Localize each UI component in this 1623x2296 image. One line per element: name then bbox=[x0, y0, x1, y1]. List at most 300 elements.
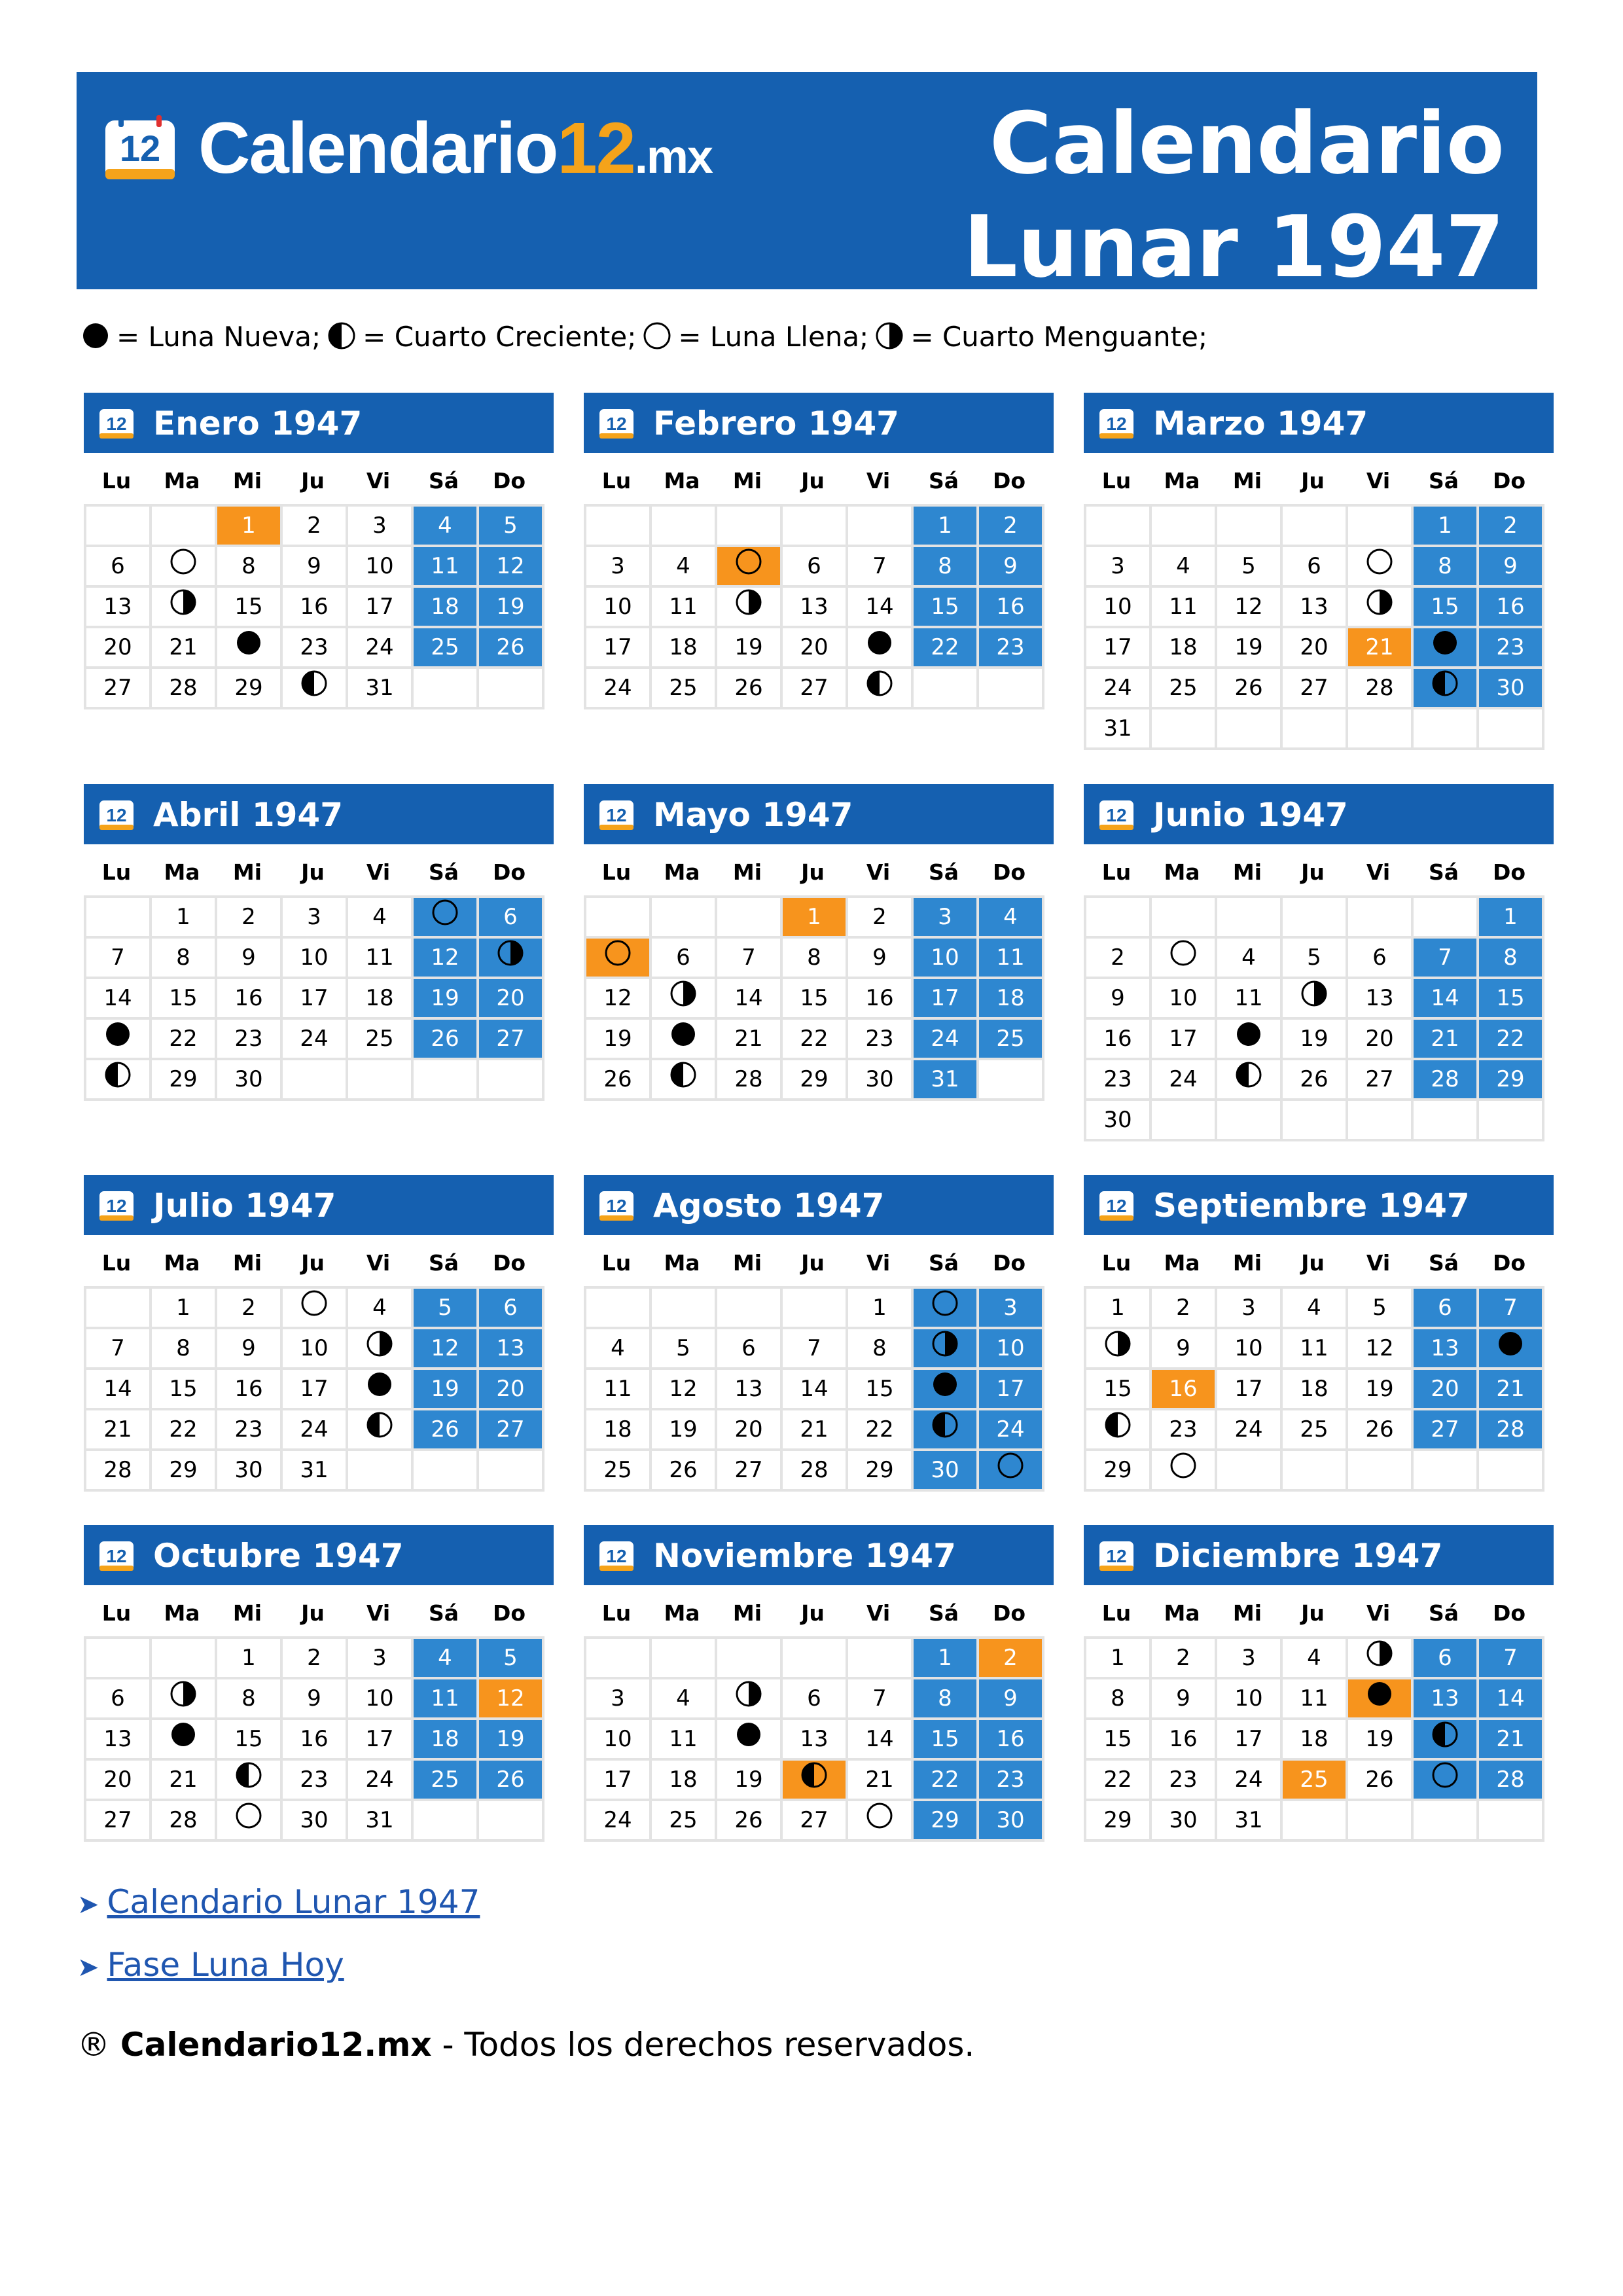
day-cell: 20 bbox=[1283, 628, 1348, 669]
day-cell: 27 bbox=[86, 669, 152, 709]
day-cell: 29 bbox=[152, 1060, 217, 1101]
day-cell: 14 bbox=[717, 979, 783, 1020]
day-cell: 29 bbox=[848, 1451, 914, 1492]
day-cell: 8 bbox=[914, 1679, 979, 1720]
day-cell: 10 bbox=[914, 939, 979, 979]
day-cell: 1 bbox=[848, 1289, 914, 1329]
day-cell: 16 bbox=[217, 979, 283, 1020]
day-cell: 18 bbox=[414, 588, 479, 628]
day-cell: 7 bbox=[86, 1329, 152, 1370]
day-cell: 27 bbox=[717, 1451, 783, 1492]
day-cell: 10 bbox=[348, 1679, 414, 1720]
empty-cell bbox=[1217, 898, 1283, 939]
weekday-label: Ju bbox=[801, 1600, 825, 1626]
weekday-label: Do bbox=[1492, 1600, 1526, 1626]
weekday-header bbox=[1084, 1240, 1554, 1286]
day-cell: 2 bbox=[1086, 939, 1152, 979]
weekday-label: Ju bbox=[801, 859, 825, 885]
day-cell-first-moon bbox=[783, 1761, 848, 1801]
empty-cell bbox=[414, 1801, 479, 1842]
svg-text:12: 12 bbox=[606, 805, 627, 825]
day-cell: 14 bbox=[783, 1370, 848, 1410]
day-cell-first-moon bbox=[914, 1410, 979, 1451]
day-cell: 12 bbox=[586, 979, 652, 1020]
day-cell: 10 bbox=[1217, 1329, 1283, 1370]
day-cell: 10 bbox=[1152, 979, 1217, 1020]
day-cell: 19 bbox=[717, 628, 783, 669]
weekday-label: Vi bbox=[1366, 468, 1391, 493]
page-title bbox=[963, 92, 1505, 298]
day-cell: 8 bbox=[848, 1329, 914, 1370]
day-cell-full-moon bbox=[586, 939, 652, 979]
day-cell: 25 bbox=[1152, 669, 1217, 709]
last-quarter-icon bbox=[875, 321, 904, 357]
weekday-label: Do bbox=[1492, 468, 1526, 493]
moon-phase-legend bbox=[81, 321, 1214, 357]
first-quarter-icon bbox=[1431, 1721, 1459, 1760]
day-cell: 5 bbox=[1283, 939, 1348, 979]
full-moon-icon bbox=[431, 899, 459, 938]
svg-text:12: 12 bbox=[1106, 414, 1127, 434]
day-cell-last-moon bbox=[914, 1329, 979, 1370]
empty-cell bbox=[86, 507, 152, 547]
day-cell: 6 bbox=[717, 1329, 783, 1370]
day-cell: 1 bbox=[1086, 1289, 1152, 1329]
day-cell: 10 bbox=[586, 588, 652, 628]
day-cell: 27 bbox=[783, 1801, 848, 1842]
weekday-header bbox=[84, 850, 554, 895]
day-cell: 31 bbox=[914, 1060, 979, 1101]
weekday-label: Lu bbox=[101, 859, 132, 885]
empty-cell bbox=[717, 507, 783, 547]
weekday-label: Sá bbox=[1428, 468, 1459, 493]
weekday-label: Mi bbox=[232, 859, 262, 885]
new-moon-icon bbox=[169, 1721, 197, 1760]
day-cell: 27 bbox=[783, 669, 848, 709]
last-quarter-icon bbox=[366, 1330, 393, 1369]
calendar-icon bbox=[98, 406, 135, 440]
empty-cell bbox=[1479, 1101, 1544, 1141]
month-calendar bbox=[84, 1175, 554, 1492]
day-cell: 19 bbox=[1217, 628, 1283, 669]
day-cell: 23 bbox=[1152, 1410, 1217, 1451]
day-cell: 2 bbox=[1479, 507, 1544, 547]
empty-cell bbox=[652, 507, 717, 547]
day-cell: 21 bbox=[1479, 1370, 1544, 1410]
day-cell: 1 bbox=[152, 1289, 217, 1329]
day-cell: 24 bbox=[979, 1410, 1044, 1451]
day-cell: 31 bbox=[1217, 1801, 1283, 1842]
weekday-label: Vi bbox=[866, 1250, 891, 1276]
legend-label: = Cuarto Menguante; bbox=[910, 321, 1208, 353]
day-cell: 3 bbox=[914, 898, 979, 939]
day-cell: 7 bbox=[848, 547, 914, 588]
day-cell: 7 bbox=[783, 1329, 848, 1370]
weekday-header bbox=[584, 850, 1054, 895]
weekday-label: Lu bbox=[1101, 859, 1132, 885]
day-cell: 20 bbox=[479, 979, 544, 1020]
empty-cell bbox=[283, 1060, 348, 1101]
empty-cell bbox=[1414, 1451, 1479, 1492]
full-moon-icon bbox=[866, 1802, 893, 1841]
weekday-label: Ju bbox=[301, 468, 325, 493]
weekday-label: Do bbox=[1492, 859, 1526, 885]
day-cell: 28 bbox=[86, 1451, 152, 1492]
day-cell: 11 bbox=[414, 547, 479, 588]
weekday-label: Mi bbox=[732, 859, 762, 885]
day-cell: 31 bbox=[283, 1451, 348, 1492]
month-title: Octubre 1947 bbox=[153, 1537, 404, 1575]
day-cell-full-moon bbox=[414, 898, 479, 939]
day-cell-last-moon bbox=[479, 939, 544, 979]
empty-cell bbox=[652, 1639, 717, 1679]
full-moon-icon bbox=[235, 1802, 262, 1841]
empty-cell bbox=[1348, 1801, 1414, 1842]
month-header bbox=[584, 1525, 1054, 1585]
empty-cell bbox=[479, 1451, 544, 1492]
svg-text:12: 12 bbox=[1106, 1546, 1127, 1566]
empty-cell bbox=[1283, 898, 1348, 939]
empty-cell bbox=[1152, 898, 1217, 939]
month-header bbox=[1084, 1525, 1554, 1585]
day-cell: 5 bbox=[1348, 1289, 1414, 1329]
day-cell: 11 bbox=[1217, 979, 1283, 1020]
new-moon-icon bbox=[1235, 1020, 1262, 1060]
link-row bbox=[77, 1872, 480, 1935]
empty-cell bbox=[586, 898, 652, 939]
day-cell: 15 bbox=[217, 1720, 283, 1761]
registered-symbol: ® bbox=[77, 2026, 110, 2064]
day-cell: 21 bbox=[1414, 1020, 1479, 1060]
empty-cell bbox=[152, 507, 217, 547]
link-fase-luna-hoy[interactable]: Fase Luna Hoy bbox=[107, 1946, 344, 1984]
day-cell: 4 bbox=[414, 507, 479, 547]
full-moon-icon bbox=[169, 548, 197, 587]
day-cell: 24 bbox=[283, 1410, 348, 1451]
first-quarter-icon bbox=[866, 670, 893, 709]
day-cell: 23 bbox=[848, 1020, 914, 1060]
month-title: Marzo 1947 bbox=[1153, 404, 1368, 442]
month-calendar bbox=[1084, 784, 1554, 1141]
day-cell: 15 bbox=[914, 1720, 979, 1761]
calendar-icon bbox=[598, 797, 635, 831]
day-cell: 23 bbox=[1152, 1761, 1217, 1801]
last-quarter-icon bbox=[1104, 1330, 1132, 1369]
day-cell: 14 bbox=[1479, 1679, 1544, 1720]
day-cell: 22 bbox=[848, 1410, 914, 1451]
svg-text:12: 12 bbox=[1106, 805, 1127, 825]
empty-cell bbox=[1152, 1101, 1217, 1141]
weekday-label: Ma bbox=[1164, 468, 1200, 493]
full-moon-icon bbox=[1169, 1452, 1197, 1491]
svg-text:12: 12 bbox=[106, 1196, 127, 1216]
last-quarter-icon bbox=[735, 1680, 762, 1719]
weekday-label: Lu bbox=[1101, 1600, 1132, 1626]
day-cell: 26 bbox=[652, 1451, 717, 1492]
weekday-label: Lu bbox=[1101, 1250, 1132, 1276]
day-cell: 14 bbox=[86, 1370, 152, 1410]
day-cell: 6 bbox=[1348, 939, 1414, 979]
day-cell: 28 bbox=[783, 1451, 848, 1492]
first-quarter-icon bbox=[366, 1411, 393, 1450]
day-cell: 20 bbox=[1348, 1020, 1414, 1060]
day-cell: 26 bbox=[414, 1020, 479, 1060]
day-cell: 1 bbox=[1479, 898, 1544, 939]
day-cell: 9 bbox=[1086, 979, 1152, 1020]
day-cell: 13 bbox=[1348, 979, 1414, 1020]
new-moon-icon bbox=[669, 1020, 697, 1060]
day-cell: 8 bbox=[217, 1679, 283, 1720]
day-cell: 17 bbox=[1217, 1720, 1283, 1761]
day-cell: 6 bbox=[1283, 547, 1348, 588]
day-cell: 26 bbox=[1348, 1761, 1414, 1801]
day-cell: 25 bbox=[586, 1451, 652, 1492]
day-cell: 7 bbox=[1414, 939, 1479, 979]
day-cell: 20 bbox=[479, 1370, 544, 1410]
day-cell: 9 bbox=[217, 1329, 283, 1370]
weekday-label: Do bbox=[492, 468, 526, 493]
weekday-label: Do bbox=[492, 1600, 526, 1626]
day-cell: 28 bbox=[152, 669, 217, 709]
empty-cell bbox=[1479, 709, 1544, 750]
weekday-header bbox=[1084, 458, 1554, 504]
empty-cell bbox=[783, 507, 848, 547]
calendar-icon bbox=[1098, 1538, 1135, 1572]
month-calendar bbox=[84, 1525, 554, 1842]
day-cell-first-moon bbox=[1414, 669, 1479, 709]
day-cell: 27 bbox=[479, 1410, 544, 1451]
day-cell: 25 bbox=[414, 1761, 479, 1801]
weekday-label: Mi bbox=[732, 1250, 762, 1276]
last-quarter-icon bbox=[497, 939, 524, 978]
empty-cell bbox=[1217, 1101, 1283, 1141]
day-cell-first-moon bbox=[1086, 1410, 1152, 1451]
day-cell: 22 bbox=[914, 628, 979, 669]
day-cell: 19 bbox=[586, 1020, 652, 1060]
day-cell-last-moon bbox=[652, 979, 717, 1020]
day-cell: 3 bbox=[586, 1679, 652, 1720]
day-cell: 11 bbox=[348, 939, 414, 979]
day-cell: 3 bbox=[1217, 1289, 1283, 1329]
day-cell: 17 bbox=[1217, 1370, 1283, 1410]
day-cell: 13 bbox=[1414, 1329, 1479, 1370]
empty-cell bbox=[1479, 1451, 1544, 1492]
day-cell: 30 bbox=[217, 1451, 283, 1492]
day-cell: 11 bbox=[979, 939, 1044, 979]
day-cell: 17 bbox=[283, 979, 348, 1020]
svg-text:12: 12 bbox=[106, 1546, 127, 1566]
svg-text:12: 12 bbox=[106, 805, 127, 825]
full-moon-icon bbox=[300, 1289, 328, 1329]
day-cell: 6 bbox=[479, 1289, 544, 1329]
weekday-label: Do bbox=[992, 468, 1026, 493]
day-cell: 1 bbox=[217, 1639, 283, 1679]
day-cell: 30 bbox=[848, 1060, 914, 1101]
day-cell: 24 bbox=[586, 669, 652, 709]
arrow-icon: ➤ bbox=[77, 1952, 99, 1982]
day-cell: 30 bbox=[1152, 1801, 1217, 1842]
day-cell-first-moon bbox=[283, 669, 348, 709]
day-cell-last-moon bbox=[717, 1679, 783, 1720]
day-cell: 21 bbox=[783, 1410, 848, 1451]
day-cell: 15 bbox=[217, 588, 283, 628]
day-cell: 12 bbox=[414, 1329, 479, 1370]
day-cell: 1 bbox=[914, 507, 979, 547]
empty-cell bbox=[1217, 1451, 1283, 1492]
day-cell: 4 bbox=[1152, 547, 1217, 588]
new-moon-icon bbox=[866, 629, 893, 668]
day-cell: 17 bbox=[914, 979, 979, 1020]
weekday-label: Mi bbox=[1232, 1600, 1262, 1626]
month-grid bbox=[84, 504, 544, 709]
day-cell: 23 bbox=[1086, 1060, 1152, 1101]
calendar-logo-icon bbox=[103, 114, 177, 182]
month-title: Agosto 1947 bbox=[653, 1187, 885, 1225]
empty-cell bbox=[348, 1451, 414, 1492]
day-cell: 26 bbox=[1283, 1060, 1348, 1101]
day-cell: 31 bbox=[1086, 709, 1152, 750]
month-calendar bbox=[84, 784, 554, 1101]
day-cell: 2 bbox=[217, 1289, 283, 1329]
day-cell: 16 bbox=[1086, 1020, 1152, 1060]
day-cell: 16 bbox=[979, 588, 1044, 628]
month-grid bbox=[1084, 895, 1544, 1141]
weekday-label: Do bbox=[492, 1250, 526, 1276]
day-cell: 17 bbox=[1086, 628, 1152, 669]
first-quarter-icon bbox=[1104, 1411, 1132, 1450]
day-cell: 4 bbox=[348, 898, 414, 939]
svg-text:12: 12 bbox=[606, 414, 627, 434]
day-cell: 28 bbox=[1479, 1410, 1544, 1451]
day-cell: 6 bbox=[86, 1679, 152, 1720]
day-cell: 29 bbox=[1086, 1801, 1152, 1842]
month-grid bbox=[1084, 1286, 1544, 1492]
day-cell: 18 bbox=[348, 979, 414, 1020]
weekday-label: Ma bbox=[164, 859, 200, 885]
day-cell: 15 bbox=[848, 1370, 914, 1410]
weekday-label: Ju bbox=[301, 1600, 325, 1626]
weekday-label: Ju bbox=[801, 468, 825, 493]
weekday-label: Lu bbox=[601, 1600, 632, 1626]
weekday-label: Ju bbox=[301, 1250, 325, 1276]
month-grid bbox=[84, 1636, 544, 1842]
day-cell: 29 bbox=[152, 1451, 217, 1492]
empty-cell bbox=[1152, 709, 1217, 750]
month-grid bbox=[84, 1286, 544, 1492]
day-cell: 5 bbox=[1217, 547, 1283, 588]
day-cell: 9 bbox=[979, 1679, 1044, 1720]
weekday-label: Lu bbox=[601, 1250, 632, 1276]
day-cell-first-moon bbox=[217, 1761, 283, 1801]
last-quarter-icon bbox=[669, 980, 697, 1019]
day-cell: 2 bbox=[848, 898, 914, 939]
weekday-label: Vi bbox=[366, 468, 391, 493]
empty-cell bbox=[717, 1639, 783, 1679]
day-cell: 15 bbox=[1479, 979, 1544, 1020]
last-quarter-icon bbox=[735, 588, 762, 628]
day-cell: 7 bbox=[86, 939, 152, 979]
day-cell: 5 bbox=[479, 1639, 544, 1679]
day-cell: 28 bbox=[717, 1060, 783, 1101]
day-cell: 3 bbox=[1217, 1639, 1283, 1679]
day-cell: 22 bbox=[783, 1020, 848, 1060]
day-cell: 9 bbox=[848, 939, 914, 979]
weekday-label: Ma bbox=[664, 859, 700, 885]
day-cell: 19 bbox=[1348, 1720, 1414, 1761]
day-cell: 6 bbox=[783, 1679, 848, 1720]
day-cell-last-moon bbox=[152, 588, 217, 628]
weekday-label: Ma bbox=[664, 1250, 700, 1276]
weekday-label: Ma bbox=[1164, 1250, 1200, 1276]
first-quarter-icon bbox=[235, 1761, 262, 1801]
full-moon-icon bbox=[1366, 548, 1393, 587]
day-cell: 13 bbox=[717, 1370, 783, 1410]
day-cell: 16 bbox=[1152, 1370, 1217, 1410]
day-cell: 22 bbox=[1479, 1020, 1544, 1060]
month-header bbox=[1084, 1175, 1554, 1235]
last-quarter-icon bbox=[931, 1330, 959, 1369]
empty-cell bbox=[479, 669, 544, 709]
weekday-label: Ju bbox=[1301, 468, 1325, 493]
new-moon-icon bbox=[81, 321, 110, 357]
day-cell-new-moon bbox=[717, 1720, 783, 1761]
empty-cell bbox=[414, 669, 479, 709]
calendar-icon bbox=[98, 1538, 135, 1572]
site-logo[interactable] bbox=[103, 109, 712, 187]
day-cell-last-moon bbox=[348, 1329, 414, 1370]
day-cell: 13 bbox=[1283, 588, 1348, 628]
day-cell: 6 bbox=[783, 547, 848, 588]
weekday-label: Ju bbox=[801, 1250, 825, 1276]
day-cell: 15 bbox=[1086, 1370, 1152, 1410]
month-grid bbox=[584, 895, 1044, 1101]
weekday-label: Ju bbox=[1301, 1600, 1325, 1626]
day-cell: 14 bbox=[848, 1720, 914, 1761]
empty-cell bbox=[783, 1639, 848, 1679]
day-cell-new-moon bbox=[217, 628, 283, 669]
empty-cell bbox=[717, 898, 783, 939]
weekday-label: Lu bbox=[601, 468, 632, 493]
day-cell-full-moon bbox=[1414, 1761, 1479, 1801]
day-cell: 26 bbox=[717, 669, 783, 709]
day-cell: 7 bbox=[1479, 1289, 1544, 1329]
day-cell: 6 bbox=[86, 547, 152, 588]
day-cell: 1 bbox=[914, 1639, 979, 1679]
day-cell: 25 bbox=[979, 1020, 1044, 1060]
day-cell: 24 bbox=[283, 1020, 348, 1060]
day-cell: 10 bbox=[1086, 588, 1152, 628]
day-cell: 29 bbox=[1479, 1060, 1544, 1101]
empty-cell bbox=[479, 1801, 544, 1842]
link-calendario-lunar[interactable]: Calendario Lunar 1947 bbox=[107, 1883, 480, 1921]
day-cell-full-moon bbox=[1152, 939, 1217, 979]
day-cell: 5 bbox=[652, 1329, 717, 1370]
day-cell: 16 bbox=[1479, 588, 1544, 628]
empty-cell bbox=[1348, 709, 1414, 750]
day-cell-new-moon bbox=[348, 1370, 414, 1410]
day-cell: 28 bbox=[1479, 1761, 1544, 1801]
month-header bbox=[1084, 784, 1554, 844]
month-header bbox=[584, 393, 1054, 453]
weekday-header bbox=[584, 458, 1054, 504]
legend-label: = Cuarto Creciente; bbox=[363, 321, 637, 353]
logo-text: Calendario12.mx bbox=[198, 107, 712, 188]
day-cell: 24 bbox=[1152, 1060, 1217, 1101]
calendar-icon bbox=[1098, 406, 1135, 440]
day-cell: 1 bbox=[1414, 507, 1479, 547]
empty-cell bbox=[1086, 898, 1152, 939]
empty-cell bbox=[979, 669, 1044, 709]
